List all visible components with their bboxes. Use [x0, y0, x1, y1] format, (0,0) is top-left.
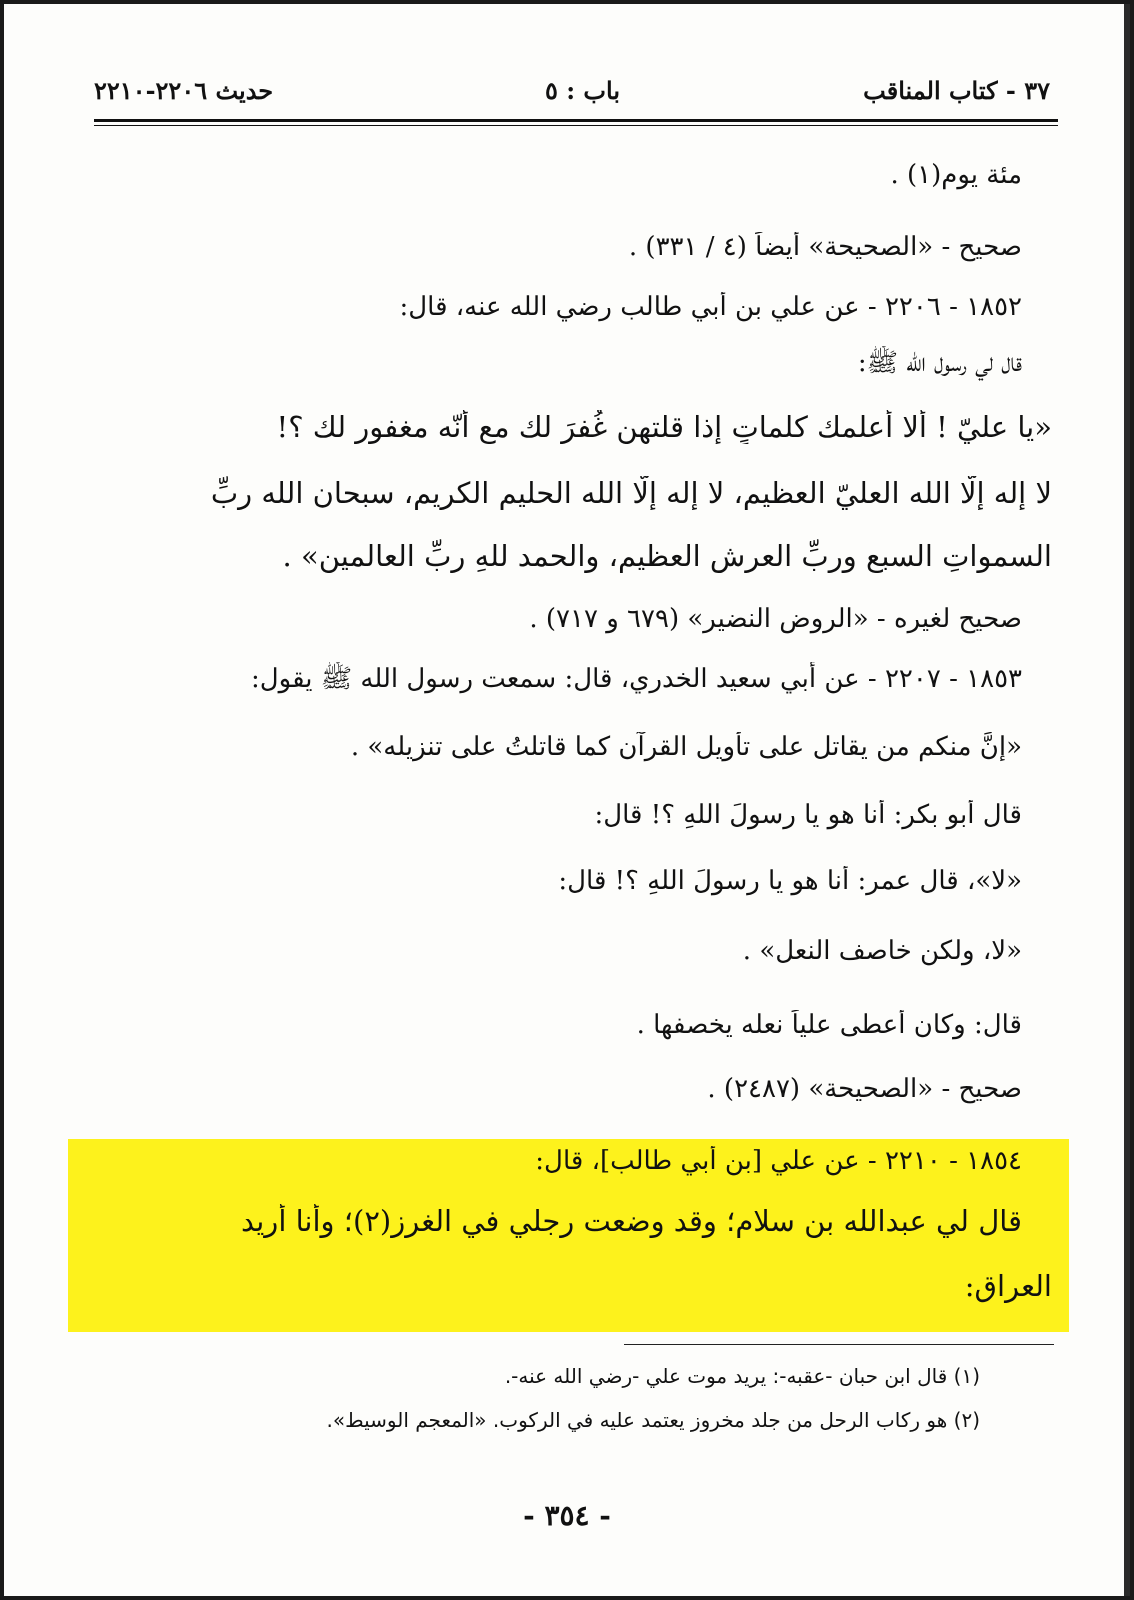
- hadith-heading-1852: ١٨٥٢ - ٢٢٠٦ - عن علي بن أبي طالب رضي الله عنه، قال:: [399, 292, 1022, 322]
- header-rule-thin: [94, 125, 1058, 126]
- text-line: قال أبو بكر: أنا هو يا رسولَ اللهِ ؟! قال:: [594, 800, 1022, 830]
- hadith-text-line: السمواتِ السبعِ وربِّ العرشِ العظيم، والحمد للهِ ربِّ العالمين» .: [282, 539, 1052, 573]
- grading-line: صحيح لغيره - «الروض النضير» (٦٧٩ و ٧١٧) .: [529, 604, 1022, 634]
- hadith-heading-1853: ١٨٥٣ - ٢٢٠٧ - عن أبي سعيد الخدري، قال: سمعت رسول الله ﷺ يقول:: [251, 664, 1022, 694]
- header-rule-thick: [94, 119, 1058, 122]
- hadith-text-line: العراق:: [964, 1269, 1052, 1303]
- text-line: قال لي رسول الله ﷺ:: [857, 348, 1022, 378]
- book-title: ٣٧ - كتاب المناقب: [863, 76, 1050, 105]
- text-line: «لا، ولكن خاصف النعل» .: [742, 936, 1022, 966]
- grading-line: صحيح - «الصحيحة» أيضاً (٤ / ٣٣١) .: [628, 232, 1022, 262]
- hadith-text-line: «إنَّ منكم من يقاتل على تأويل القرآن كما قاتلتُ على تنزيله» .: [350, 732, 1022, 762]
- text-line: قال: وكان أعطى علياً نعله يخصفها .: [636, 1010, 1022, 1040]
- text-line: «لا»، قال عمر: أنا هو يا رسولَ اللهِ ؟! قال:: [558, 866, 1022, 896]
- hadith-text-line: لا إله إلّا الله العليّ العظيم، لا إله إلّا الله الحليم الكريم، سبحان الله ربِّ: [210, 476, 1052, 510]
- hadith-text-line: قال لي عبدالله بن سلام؛ وقد وضعت رجلي في الغرز(٢)؛ وأنا أُريد: [241, 1204, 1022, 1238]
- footnote-rule: [624, 1344, 1054, 1345]
- page-number: - ٣٥٤ -: [523, 1499, 611, 1532]
- chapter-label: باب : ٥: [544, 76, 620, 105]
- hadith-text-line: «يا عليّ ! أَلا أُعلمك كلماتٍ إذا قلتهن غُفرَ لك مع أنّه مغفور لك ؟!: [276, 410, 1052, 444]
- footnote-1: (١) قال ابن حبان -عقبه-: يريد موت علي -رضي الله عنه-.: [504, 1364, 980, 1388]
- grading-line: صحيح - «الصحيحة» (٢٤٨٧) .: [707, 1074, 1022, 1104]
- running-header: [94, 76, 1050, 112]
- hadith-heading-1854: ١٨٥٤ - ٢٢١٠ - عن علي [بن أبي طالب]، قال:: [535, 1146, 1022, 1176]
- footnote-2: (٢) هو ركاب الرحل من جلد مخروز يعتمد عليه في الركوب. «المعجم الوسيط».: [326, 1408, 980, 1432]
- hadith-range: حديث ٢٢٠٦-٢٢١٠: [94, 76, 274, 105]
- text-line: مئة يوم(١) .: [890, 160, 1022, 190]
